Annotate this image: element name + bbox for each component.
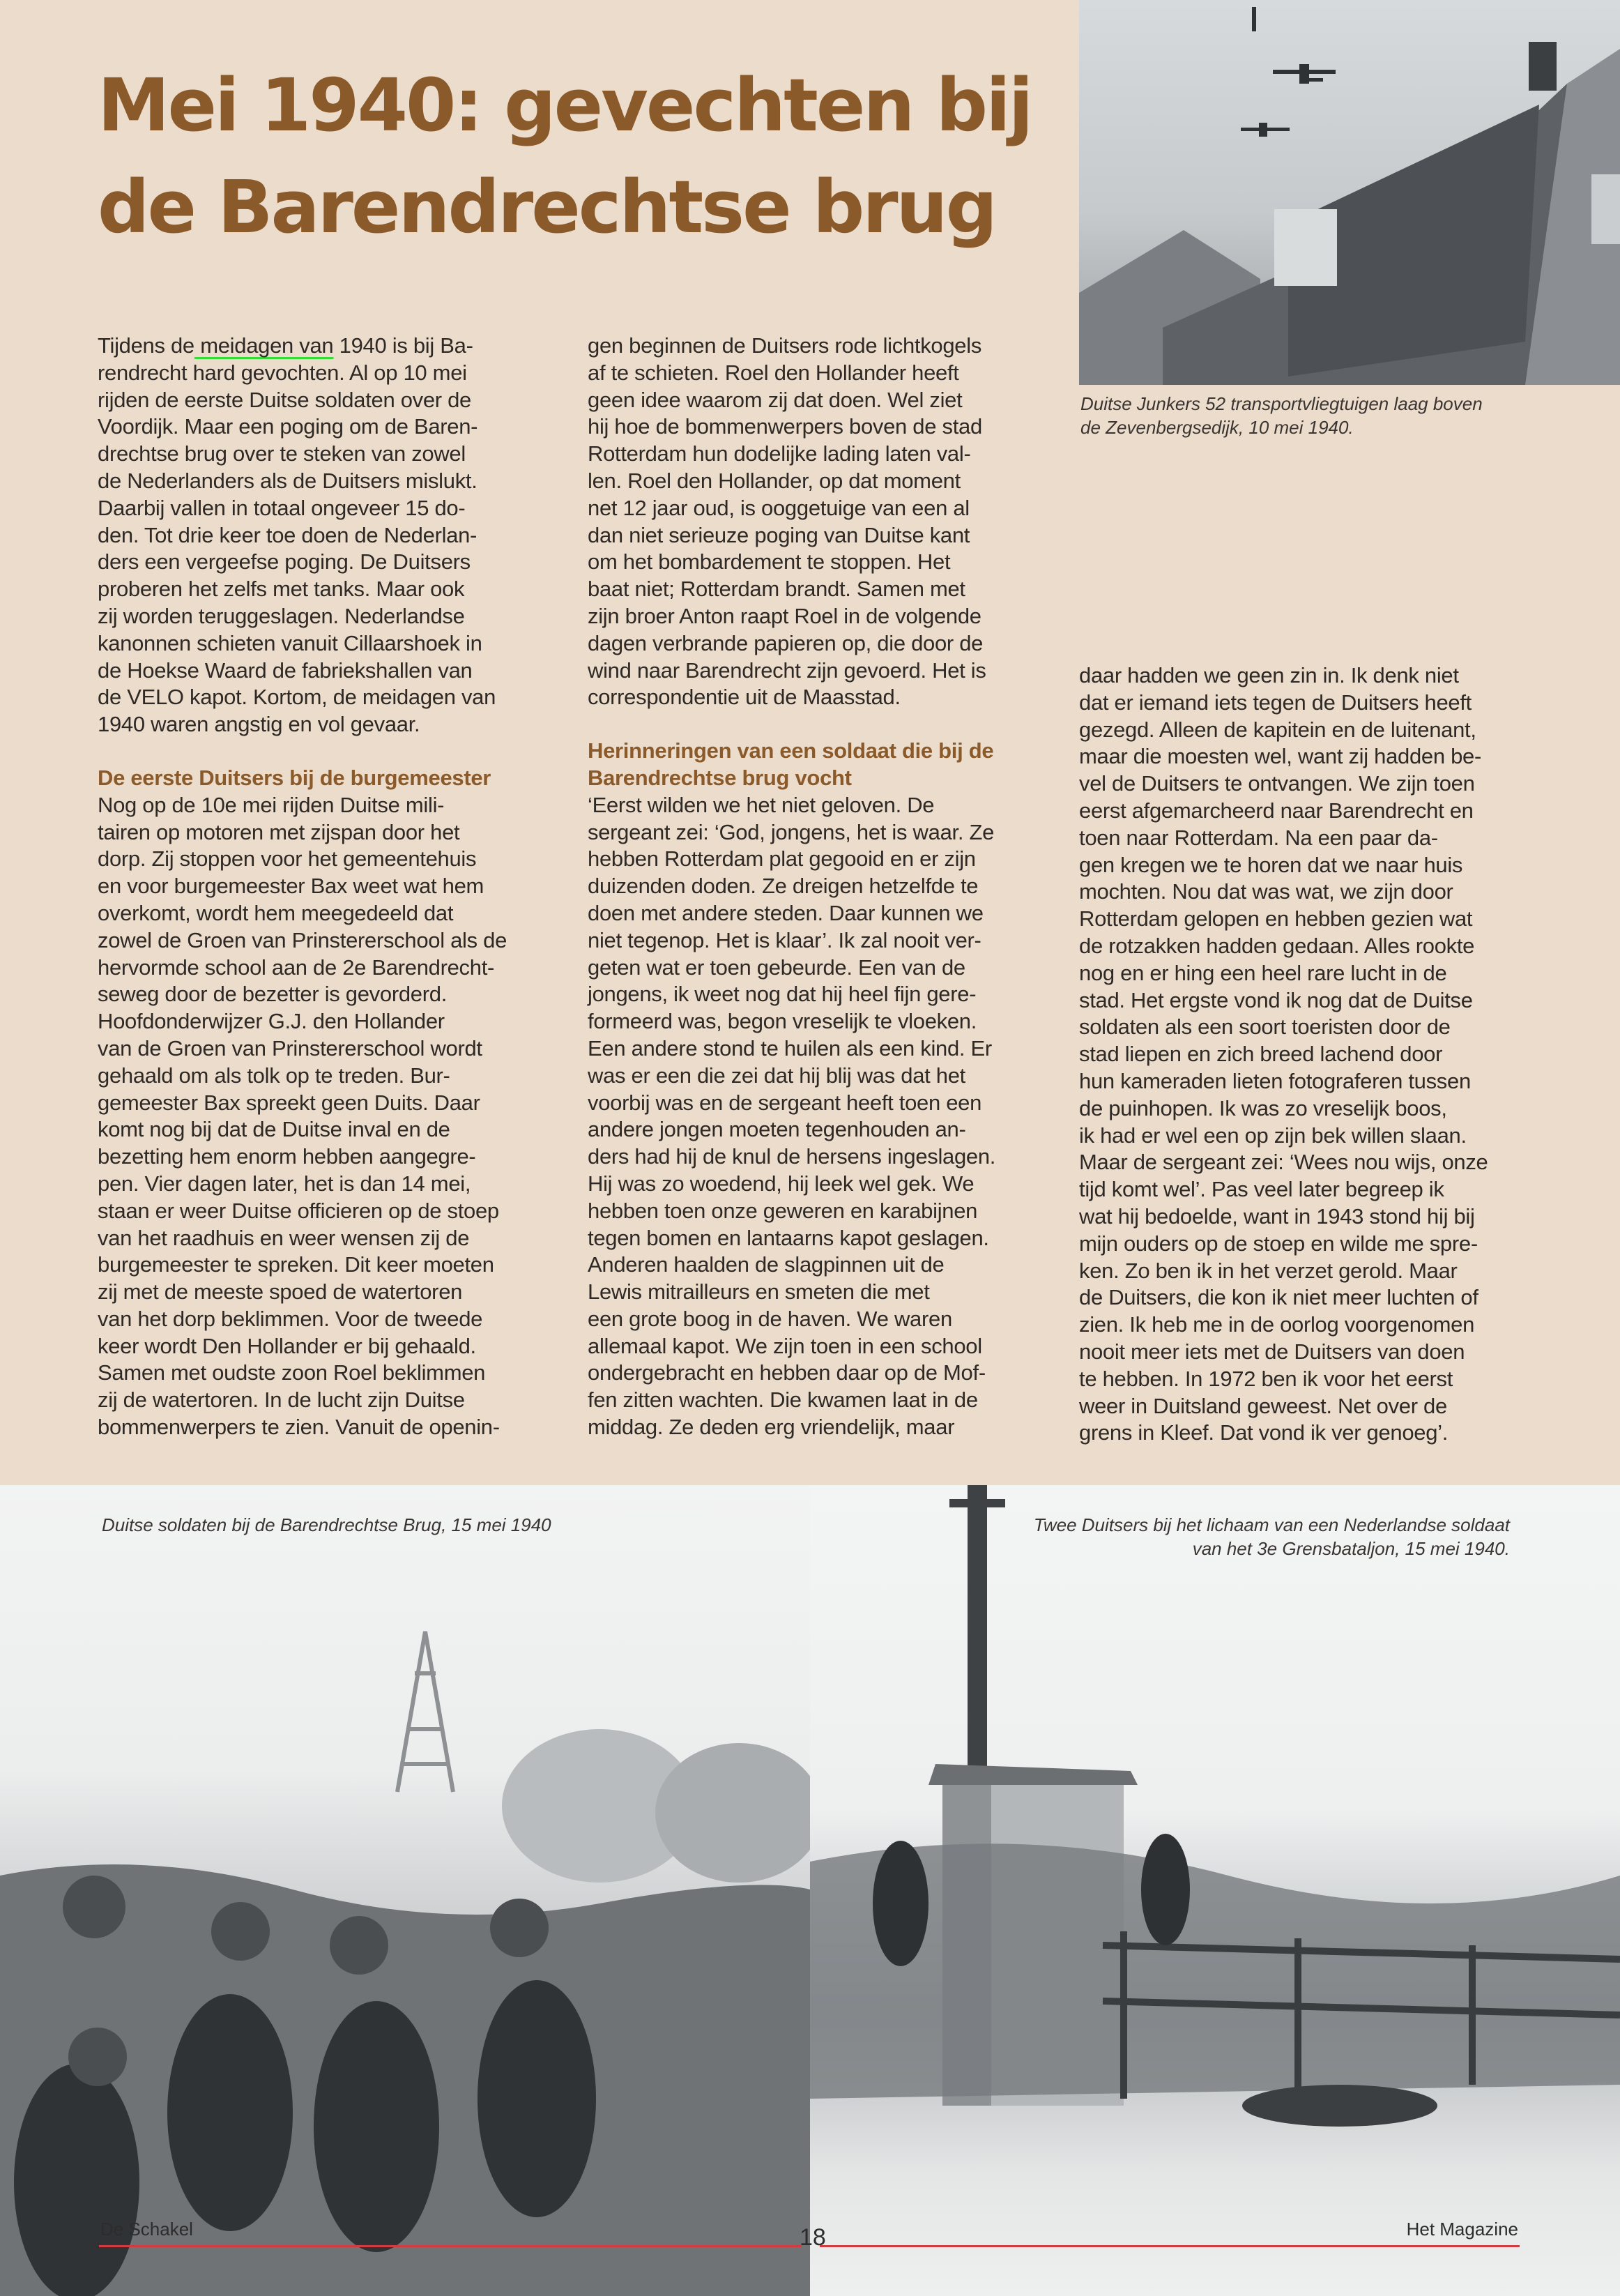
photo-junkers-illustration [1079, 0, 1620, 385]
section1-text-col1: Nog op de 10e mei rijden Duitse mili- tairen op motoren met zijspan door het dorp. Zij stoppen voor het gemeentehuis en voor burgemeester Bax weet wat hem overkomt, wordt hem meegedeeld dat zowel de Groen van Prinstererschool als de hervormde school aan de 2e Barendrecht- seweg door de bezetter is gevorderd. Hoofdonderwijzer G.J. den Hollander van de Groen van Prinstererschool wordt gehaald om als tolk op te treden. Bur- gemeester Bax spreekt geen Duits. Daar komt nog bij dat de Duitse inval en de bezetting hem enorm hebben aangegre- pen. Vier dagen later, het is dan 14 mei, staan er weer Duitse officieren op de stoep van het raadhuis en weer wensen zij de burgemeester te spreken. Dit keer moeten zij met de meeste spoed de watertoren van het dorp beklimmen. Voor de tweede keer wordt Den Hollander er bij gehaald. Samen met oudste zoon Roel beklimmen zij de watertoren. In de lucht zijn Duitse bommenwerpers te zien. Vanuit de openin- [98, 792, 507, 1440]
footer-rule-right [820, 2245, 1520, 2247]
photo-soldiers-illustration [0, 1485, 810, 2296]
title-line-2: de Barendrechtse brug [98, 165, 996, 250]
section2-text-col2: ‘Eerst wilden we het niet geloven. De sergeant zei: ‘God, jongens, het is waar. Ze hebben Rotterdam plat gegooid en er zijn duizenden doden. Ze dreigen hetzelfde te doen met andere steden. Daar kunnen we niet tegenop. Het is klaar’. Ik zal nooit ver- geten wat er toen gebeurde. Een van de jongens, ik weet nog dat hij heel fijn gere- formeerd was, begon vreselijk te vloeken. Een andere stond te huilen als een kind. Er was er een die zei dat hij blij was dat het voorbij was en de sergeant heeft toen een andere jongen moeten tegenhouden an- ders had hij de knul de hersens ingeslagen. Hij was zo woedend, hij leek wel gek. We hebben toen onze geweren en karabijnen tegen bomen en lantaarns kapot geslagen. Anderen haalden de slagpinnen uit de Lewis mitrailleurs en smeten die met een grote boog in de haven. We waren allemaal kapot. We zijn toen in een school ondergebracht en hebben daar op de Mof- fen zitten wachten. Die kwamen laat in de middag. Ze deden erg vriendelijk, maar [588, 792, 996, 1440]
section2-text-col3: daar hadden we geen zin in. Ik denk niet dat er iemand iets tegen de Duitsers heeft gezegd. Alleen de kapitein en de luitenant, maar die moesten wel, want zij hadden be- vel de Duitsers te ontvangen. We zijn toen eerst afgemarcheerd naar Barendrecht en toen naar Rotterdam. Na een paar da- gen kregen we te horen dat we naar huis mochten. Nou dat was wat, we zijn door Rotterdam gelopen en hebben gezien wat de rotzakken hadden gedaan. Alles rookte nog en er hing een heel rare lucht in de stad. Het ergste vond ik nog dat de Duitse soldaten als een soort toeristen door de stad liepen en zich breed lachend door hun kameraden lieten fotograferen tussen de puinhopen. Ik was zo vreselijk boos, ik had er wel een op zijn bek willen slaan. Maar de sergeant zei: ‘Wees nou wijs, onze tijd komt wel’. Pas veel later begreep ik wat hij bedoelde, want in 1943 stond hij bij mijn ouders op de stoep en wilde me spre- ken. Zo ben ik in het verzet gerold. Maar de Duitsers, die kon ik niet meer luchten of zien. Ik heb me in de oorlog voorgenomen nooit meer iets met de Duitsers van doen te hebben. In 1972 ben ik voor het eerst weer in Duitsland geweest. Net over de grens in Kleef. Dat vond ik ver genoeg’. [1079, 663, 1488, 1445]
section-heading-soldaat: Herinneringen van een soldaat die bij de Barendrechtse brug vocht [588, 738, 994, 790]
intro-prefix: Tijdens de [98, 333, 194, 358]
caption-junkers: Duitse Junkers 52 transportvliegtuigen laag boven de Zevenbergsedijk, 10 mei 1940. [1080, 393, 1483, 438]
column-3 [1079, 662, 1532, 1447]
section-heading-burgemeester: De eerste Duitsers bij de burgemeester [98, 765, 491, 790]
title-line-1: Mei 1940: gevechten bij [98, 63, 1032, 148]
photo-soldiers-bridge [0, 1485, 810, 2296]
column-1 [98, 333, 544, 1441]
column-2 [588, 333, 1034, 1441]
photo-border-battalion [810, 1485, 1620, 2296]
section1-text-col2: gen beginnen de Duitsers rode lichtkogels af te schieten. Roel den Hollander heeft geen idee waarom zij dat doen. Wel ziet hij hoe de bommenwerpers boven de stad Rotterdam hun dodelijke lading laten val- len. Roel den Hollander, op dat moment net 12 jaar oud, is ooggetuige van een al dan niet serieuze poging van Duitse kant om het bombardement te stoppen. Het baat niet; Rotterdam brandt. Samen met zijn broer Anton raapt Roel in de volgende dagen verbrande papieren op, die door de wind naar Barendrecht zijn gevoerd. Het is correspondentie uit de Maasstad. [588, 333, 986, 710]
caption-soldiers-bridge: Duitse soldaten bij de Barendrechtse Brug, 15 mei 1940 [102, 1514, 551, 1535]
page-number: 18 [800, 2224, 826, 2251]
photo-junkers-planes [1079, 0, 1620, 385]
intro-rest: 1940 is bij Ba- rendrecht hard gevochten. Al op 10 mei rijden de eerste Duitse soldaten over de Voordijk. Maar een poging om de Baren- drechtse brug over te steken van zowel de Nederlanders als de Duitsers mislukt. Daarbij vallen in totaal ongeveer 15 do- den. Tot drie keer toe doen de Nederlan- ders een vergeefse poging. De Duitsers proberen het zelfs met tanks. Maar ook zij worden teruggeslagen. Nederlandse kanonnen schieten vanuit Cillaarshoek in de Hoekse Waard de fabriekshallen van de VELO kapot. Kortom, de meidagen van 1940 waren angstig en vol gevaar. [98, 333, 496, 737]
spellcheck-underlined-text: meidagen van [194, 333, 334, 358]
intro-paragraph [98, 333, 544, 738]
article-title [98, 54, 1060, 258]
footer-publication-name: De Schakel [100, 2219, 193, 2240]
caption-border-battalion: Twee Duitsers bij het lichaam van een Nederlandse soldaat van het 3e Grensbataljon, 15 mei 1940. [1033, 1514, 1510, 1559]
footer-rule-left [99, 2245, 802, 2247]
photo-battalion-illustration [810, 1485, 1620, 2296]
footer-section-name: Het Magazine [1406, 2219, 1518, 2240]
